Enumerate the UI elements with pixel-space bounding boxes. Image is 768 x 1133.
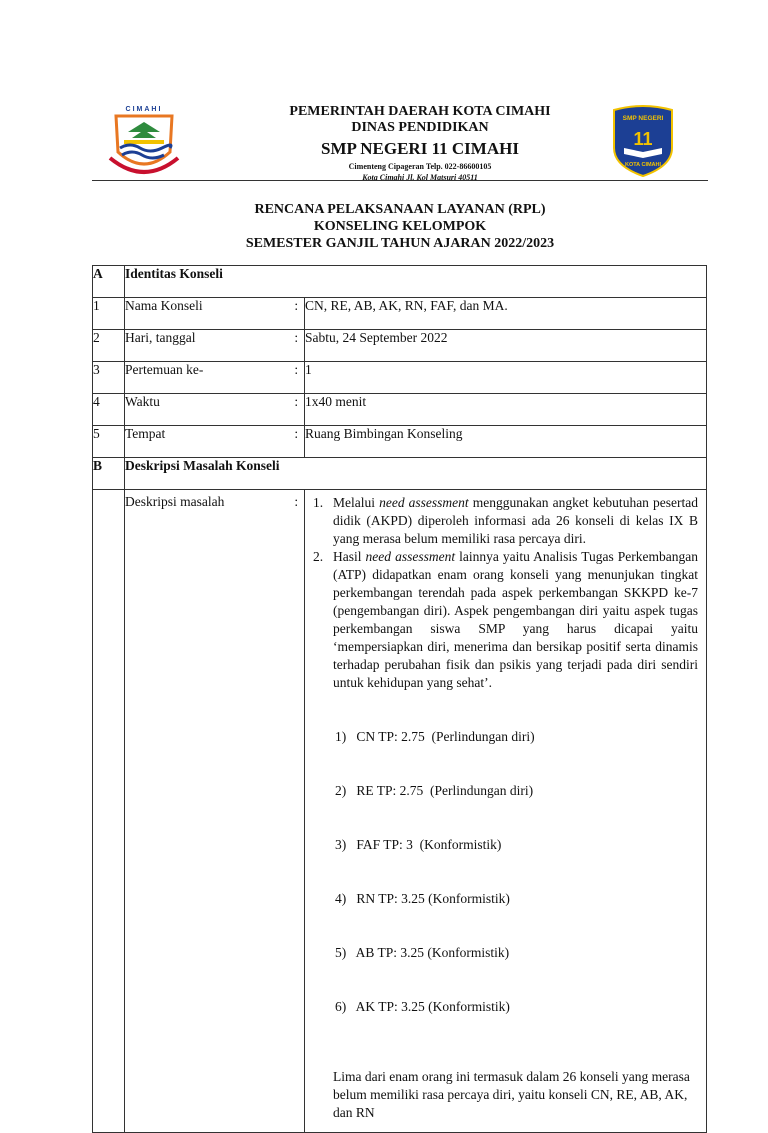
item-number: 2. [313, 549, 324, 564]
document-title [92, 201, 708, 252]
score-item: 2) RE TP: 2.75 (Perlindungan diri) [335, 783, 534, 798]
table-row [93, 330, 707, 362]
row-colon: : [289, 330, 305, 362]
score-item: 4) RN TP: 3.25 (Konformistik) [335, 891, 510, 906]
row-label: Hari, tanggal [125, 330, 289, 362]
letterhead-divider [92, 180, 708, 181]
description-colon: : [289, 490, 305, 1133]
row-number: 4 [93, 394, 125, 426]
item-text-post: lainnya yaitu Analisis Tugas Perkembangan (ATP) didapatkan enam orang konseli yang menunjukan tingkat perkembangan terendah pada aspek perkembangan SKKPD ke-7 (pengembangan diri). Aspek pengembangan diri yaitu aspek tugas perkembangan siswa SMP yang harus dicapai yaitu ‘mempersiapkan diri, menerima dan bersikap positif serta dinamis terhadap perubahan fisik dan psikis yang terjadi pada diri sendiri untuk kehidupan yang sehat’. [333, 549, 699, 690]
school-city: Kota Cimahi Jl. Kol Matsuri 40511 [362, 173, 478, 182]
row-value: Sabtu, 24 September 2022 [305, 330, 707, 362]
row-label: Pertemuan ke- [125, 362, 289, 394]
description-list [309, 494, 698, 1052]
row-number: 3 [93, 362, 125, 394]
title-line-2: KONSELING KELOMPOK [313, 219, 487, 234]
section-a-code: A [93, 266, 125, 298]
score-item: 1) CN TP: 2.75 (Perlindungan diri) [335, 729, 535, 744]
row-number: 2 [93, 330, 125, 362]
item-text-pre: Hasil [333, 549, 366, 564]
school-address: Cimenteng Cipageran Telp. 022-86600105 [348, 162, 492, 171]
row-number-empty [93, 490, 125, 1133]
cimahi-city-emblem [106, 102, 182, 182]
emblem-top-text: SMP NEGERI [622, 115, 664, 122]
school-name: SMP NEGERI 11 CIMAHI [321, 139, 519, 158]
row-colon: : [289, 426, 305, 458]
title-line-1: RENCANA PELAKSANAAN LAYANAN (RPL) [254, 202, 546, 217]
school-emblem [610, 104, 676, 178]
row-value: Ruang Bimbingan Konseling [305, 426, 707, 458]
item-number: 1. [313, 495, 324, 510]
table-row [93, 394, 707, 426]
item-text-emphasis: need assessment [379, 495, 469, 510]
row-colon: : [289, 298, 305, 330]
row-value: 1x40 menit [305, 394, 707, 426]
row-value: 1 [305, 362, 707, 394]
score-item: 5) AB TP: 3.25 (Konformistik) [335, 945, 510, 960]
emblem-text: CIMAHI [125, 106, 163, 113]
table-row [93, 362, 707, 394]
row-value: CN, RE, AB, AK, RN, FAF, dan MA. [305, 298, 707, 330]
description-label: Deskripsi masalah [125, 490, 289, 1133]
row-number: 1 [93, 298, 125, 330]
row-label: Nama Konseli [125, 298, 289, 330]
item-text-emphasis: need assessment [365, 549, 456, 564]
department-name: DINAS PENDIDIKAN [351, 120, 489, 135]
table-row [93, 298, 707, 330]
description-content [305, 490, 707, 1133]
score-item: 3) FAF TP: 3 (Konformistik) [335, 837, 502, 852]
row-number: 5 [93, 426, 125, 458]
section-b-code: B [93, 458, 125, 490]
row-label: Waktu [125, 394, 289, 426]
description-row [93, 490, 707, 1133]
row-label: Tempat [125, 426, 289, 458]
emblem-number: 11 [633, 129, 653, 149]
table-row [93, 426, 707, 458]
row-colon: : [289, 394, 305, 426]
section-a-title: Identitas Konseli [125, 266, 707, 298]
row-colon: : [289, 362, 305, 394]
item-text-post: menggunakan angket kebutuhan pesertad didik (AKPD) diperoleh informasi ada 26 konseli di kelas IX B yang merasa belum memiliki rasa percaya diri. [333, 495, 699, 546]
letterhead [200, 104, 640, 183]
section-b-title: Deskripsi Masalah Konseli [125, 458, 707, 490]
description-item [313, 548, 699, 1052]
emblem-bottom-text: KOTA CIMAHI [624, 162, 662, 168]
item-text-pre: Melalui [333, 495, 380, 510]
description-item [313, 494, 699, 548]
score-list [333, 692, 698, 1052]
section-a-header [93, 266, 707, 298]
section-b-header [93, 458, 707, 490]
government-name: PEMERINTAH DAERAH KOTA CIMAHI [289, 104, 551, 119]
score-item: 6) AK TP: 3.25 (Konformistik) [335, 999, 510, 1014]
description-closing: Lima dari enam orang ini termasuk dalam 26 konseli yang merasa belum memiliki rasa percaya diri, yaitu konseli CN, RE, AB, AK, dan RN [333, 1069, 690, 1120]
title-line-3: SEMESTER GANJIL TAHUN AJARAN 2022/2023 [245, 236, 555, 251]
plan-table [92, 265, 707, 1133]
